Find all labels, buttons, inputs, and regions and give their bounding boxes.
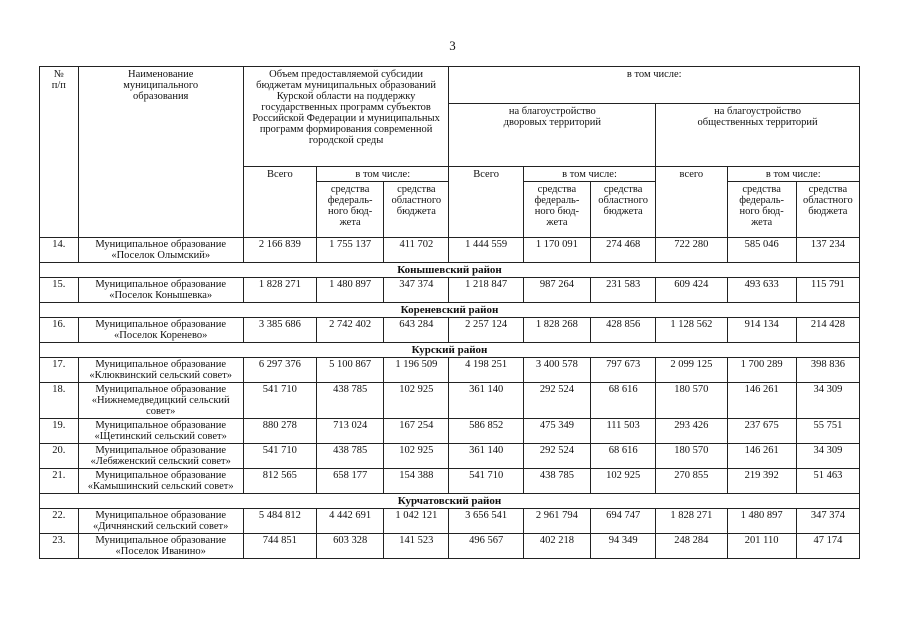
header-public: на благоустройство общественных территорий [656,103,860,166]
table-row [40,419,860,444]
table-row [40,534,860,559]
header-volume: Объем предоставляемой субсидии бюджетам муниципальных образований Курской области на поддержку государственных программ субъектов Российской Федерации и муниципальных программ формирования современной городской среды [243,67,449,167]
value-cell: 347 374 [796,509,859,534]
value-cell: 102 925 [384,383,449,419]
municipality-name: Муниципальное образование «Щетинский сельский совет» [78,419,243,444]
municipality-name: Муниципальное образование «Камышинский сельский совет» [78,469,243,494]
municipality-name: Муниципальное образование «Лебяженский сельский совет» [78,444,243,469]
value-cell: 438 785 [317,444,384,469]
row-number: 14. [40,238,79,263]
header-total-volume: Всего [243,167,316,238]
value-cell: 292 524 [523,444,590,469]
value-cell: 5 100 867 [317,358,384,383]
value-cell: 1 218 847 [449,278,523,303]
header-incl-volume: в том числе: [317,167,449,182]
value-cell: 361 140 [449,383,523,419]
value-cell: 744 851 [243,534,316,559]
value-cell: 438 785 [523,469,590,494]
header-regional: средства областного бюджета [384,182,449,238]
value-cell: 115 791 [796,278,859,303]
header-num: № п/п [40,67,79,238]
value-cell: 361 140 [449,444,523,469]
row-number: 21. [40,469,79,494]
value-cell: 51 463 [796,469,859,494]
value-cell: 428 856 [591,318,656,343]
row-number: 23. [40,534,79,559]
value-cell: 55 751 [796,419,859,444]
value-cell: 293 426 [656,419,727,444]
region-label: Курчатовский район [40,494,860,509]
municipality-name: Муниципальное образование «Поселок Иванино» [78,534,243,559]
row-number: 15. [40,278,79,303]
value-cell: 2 961 794 [523,509,590,534]
value-cell: 141 523 [384,534,449,559]
value-cell: 658 177 [317,469,384,494]
table-body [40,238,860,559]
value-cell: 1 755 137 [317,238,384,263]
row-number: 19. [40,419,79,444]
value-cell: 812 565 [243,469,316,494]
municipality-name: Муниципальное образование «Поселок Коренево» [78,318,243,343]
municipality-name: Муниципальное образование «Дичнянский сельский совет» [78,509,243,534]
row-number: 18. [40,383,79,419]
value-cell: 1 480 897 [317,278,384,303]
value-cell: 541 710 [243,383,316,419]
value-cell: 6 297 376 [243,358,316,383]
value-cell: 1 828 271 [656,509,727,534]
region-row [40,263,860,278]
header-federal: средства федераль- ного бюд- жета [727,182,796,238]
header-incl-public: в том числе: [727,167,859,182]
row-number: 20. [40,444,79,469]
value-cell: 987 264 [523,278,590,303]
header-federal: средства федераль- ного бюд- жета [523,182,590,238]
region-label: Кореневский район [40,303,860,318]
value-cell: 347 374 [384,278,449,303]
value-cell: 411 702 [384,238,449,263]
region-label: Курский район [40,343,860,358]
value-cell: 146 261 [727,444,796,469]
value-cell: 3 385 686 [243,318,316,343]
value-cell: 5 484 812 [243,509,316,534]
value-cell: 585 046 [727,238,796,263]
value-cell: 2 099 125 [656,358,727,383]
value-cell: 1 828 268 [523,318,590,343]
value-cell: 1 480 897 [727,509,796,534]
value-cell: 219 392 [727,469,796,494]
value-cell: 180 570 [656,383,727,419]
value-cell: 1 828 271 [243,278,316,303]
region-row [40,343,860,358]
value-cell: 541 710 [243,444,316,469]
municipality-name: Муниципальное образование «Клюквинский сельский совет» [78,358,243,383]
subsidy-table [39,66,860,559]
page-number: 3 [449,38,456,53]
row-number: 22. [40,509,79,534]
row-number: 17. [40,358,79,383]
value-cell: 1 170 091 [523,238,590,263]
value-cell: 154 388 [384,469,449,494]
table-row [40,444,860,469]
value-cell: 237 675 [727,419,796,444]
table-row [40,509,860,534]
value-cell: 214 428 [796,318,859,343]
header-including: в том числе: [449,67,860,104]
table-row [40,278,860,303]
value-cell: 137 234 [796,238,859,263]
municipality-name: Муниципальное образование «Поселок Конышевка» [78,278,243,303]
region-row [40,494,860,509]
value-cell: 1 444 559 [449,238,523,263]
value-cell: 609 424 [656,278,727,303]
value-cell: 797 673 [591,358,656,383]
value-cell: 1 700 289 [727,358,796,383]
region-row [40,303,860,318]
value-cell: 541 710 [449,469,523,494]
value-cell: 34 309 [796,444,859,469]
header-total-yards: Всего [449,167,523,238]
table-row [40,318,860,343]
value-cell: 713 024 [317,419,384,444]
table-row [40,383,860,419]
value-cell: 493 633 [727,278,796,303]
value-cell: 3 400 578 [523,358,590,383]
value-cell: 2 742 402 [317,318,384,343]
value-cell: 146 261 [727,383,796,419]
value-cell: 496 567 [449,534,523,559]
region-label: Конышевский район [40,263,860,278]
value-cell: 4 442 691 [317,509,384,534]
value-cell: 1 196 509 [384,358,449,383]
value-cell: 68 616 [591,383,656,419]
municipality-name: Муниципальное образование «Поселок Олымский» [78,238,243,263]
value-cell: 586 852 [449,419,523,444]
value-cell: 3 656 541 [449,509,523,534]
table-row [40,469,860,494]
header-yards: на благоустройство дворовых территорий [449,103,656,166]
value-cell: 2 166 839 [243,238,316,263]
header-incl-yards: в том числе: [523,167,655,182]
value-cell: 274 468 [591,238,656,263]
table-row [40,238,860,263]
row-number: 16. [40,318,79,343]
value-cell: 270 855 [656,469,727,494]
value-cell: 94 349 [591,534,656,559]
value-cell: 4 198 251 [449,358,523,383]
table-row [40,358,860,383]
header-name: Наименование муниципального образования [78,67,243,238]
value-cell: 1 128 562 [656,318,727,343]
value-cell: 231 583 [591,278,656,303]
value-cell: 68 616 [591,444,656,469]
value-cell: 180 570 [656,444,727,469]
value-cell: 102 925 [384,444,449,469]
value-cell: 643 284 [384,318,449,343]
value-cell: 201 110 [727,534,796,559]
value-cell: 438 785 [317,383,384,419]
header-total-public: всего [656,167,727,238]
value-cell: 475 349 [523,419,590,444]
value-cell: 34 309 [796,383,859,419]
value-cell: 694 747 [591,509,656,534]
value-cell: 603 328 [317,534,384,559]
header-federal: средства федераль- ного бюд- жета [317,182,384,238]
value-cell: 914 134 [727,318,796,343]
value-cell: 248 284 [656,534,727,559]
value-cell: 292 524 [523,383,590,419]
header-regional: средства областного бюджета [591,182,656,238]
value-cell: 722 280 [656,238,727,263]
value-cell: 1 042 121 [384,509,449,534]
value-cell: 47 174 [796,534,859,559]
municipality-name: Муниципальное образование «Нижнемедведицкий сельский совет» [78,383,243,419]
value-cell: 880 278 [243,419,316,444]
value-cell: 2 257 124 [449,318,523,343]
value-cell: 167 254 [384,419,449,444]
value-cell: 111 503 [591,419,656,444]
value-cell: 402 218 [523,534,590,559]
header-regional: средства областного бюджета [796,182,859,238]
value-cell: 398 836 [796,358,859,383]
value-cell: 102 925 [591,469,656,494]
